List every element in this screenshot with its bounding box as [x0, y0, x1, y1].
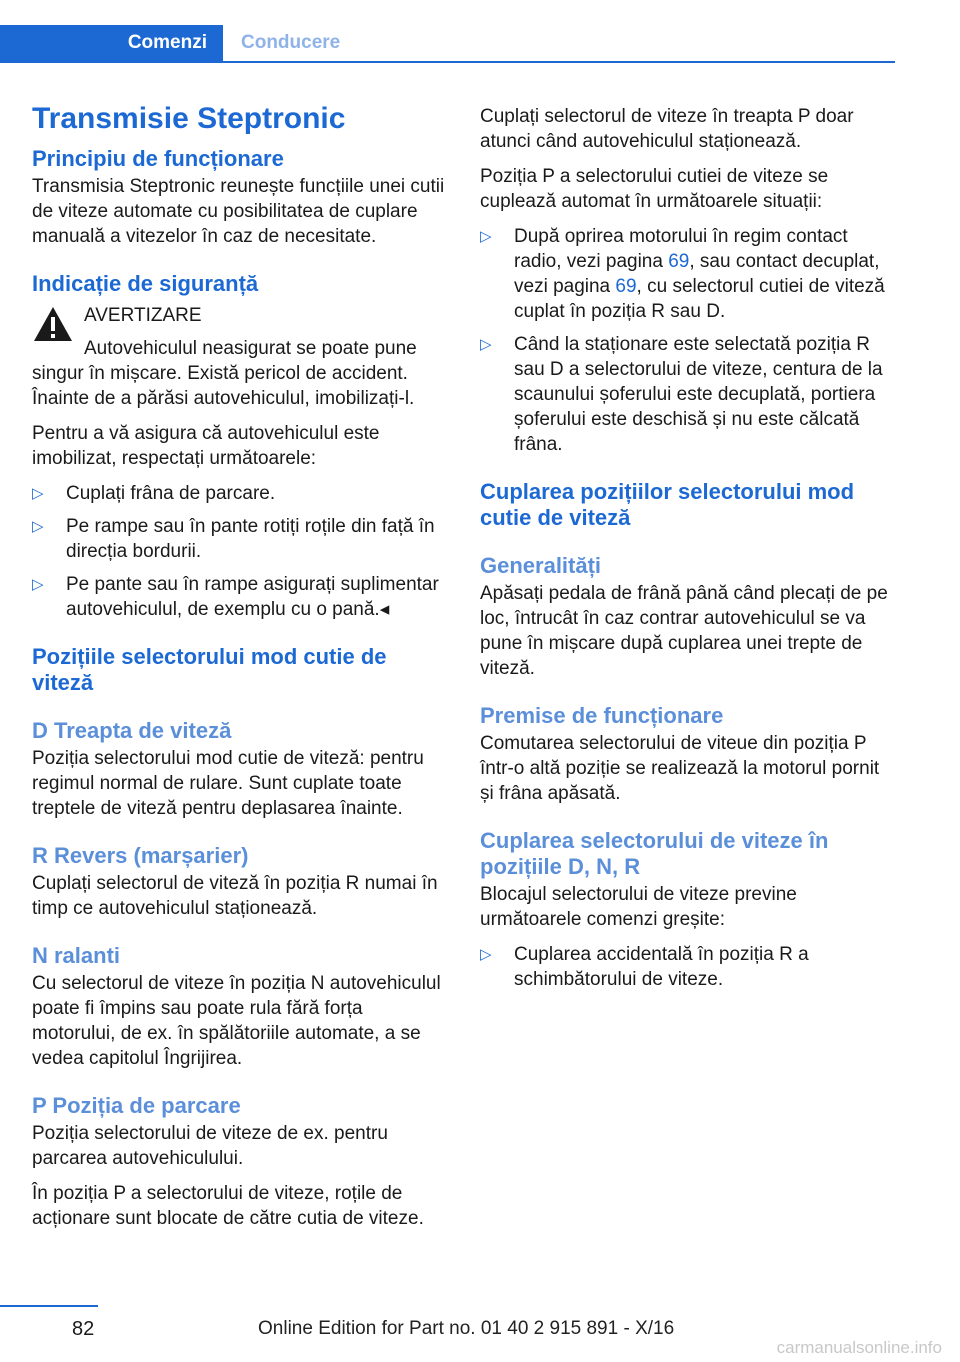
bullet-text-b: , sau contact decuplat, vezi pagina	[514, 251, 880, 297]
list-item: ▷ Pe pante sau în rampe asigurați suplimentar autovehiculul, de exemplu cu o pană.◂	[32, 572, 448, 622]
heading-premise: Premise de funcționare	[480, 703, 724, 728]
edition-note: Online Edition for Part no. 01 40 2 915 891 - X/16	[258, 1318, 675, 1339]
warning-box	[32, 303, 448, 411]
heading-n: N ralanti	[32, 943, 121, 968]
header-tabbar	[0, 25, 895, 63]
page-link[interactable]: 69	[668, 251, 690, 272]
safety-list	[32, 481, 448, 622]
heading-cuplarea-selectorului: Cuplarea selectorului de viteze în pozițiile D, N, R	[480, 828, 829, 879]
heading-pozitiile: Pozițiile selectorului mod cutie de viteză	[32, 644, 387, 695]
tab-conducere[interactable]: Conducere	[241, 32, 341, 53]
text-n: Cu selectorul de viteze în poziția N autovehiculul poate fi împins sau poate rula fără forța motorului, de ex. în spălătoriile automate, a se vedea capitolul Îngrijirea.	[32, 973, 441, 1069]
heading-siguranta: Indicație de siguranță	[32, 271, 259, 296]
footer-rule	[0, 1305, 98, 1307]
text-right-p1: Cuplați selectorul de viteze în treapta P doar atunci când autovehiculul staționează.	[480, 106, 854, 152]
tab-comenzi-label: Comenzi	[127, 32, 207, 53]
text-p1: Poziția selectorului de viteze de ex. pentru parcarea autovehiculului.	[32, 1123, 388, 1169]
heading-d: D Treapta de viteză	[32, 718, 232, 743]
right-column	[480, 104, 896, 1000]
page-title: Transmisie Steptronic	[32, 102, 346, 135]
heading-p: P Poziția de parcare	[32, 1093, 241, 1118]
blocaj-list	[480, 942, 896, 992]
list-item: ▷ Cuplați frâna de parcare.	[32, 481, 448, 506]
warning-text-b: singur în mișcare. Există pericol de accident. Înainte de a părăsi autovehiculul, imobilizați-l.	[32, 363, 415, 409]
list-item: ▷ Când la staționare este selectată poziția R sau D a selectorului de viteze, centura de la scaunului șoferului este decuplată, portiera șoferului este deschisă și nu este călcată frâna.	[480, 332, 896, 457]
text-r: Cuplați selectorul de viteză în poziția R numai în timp ce autovehiculul staționează.	[32, 873, 438, 919]
bullet-text-c: , cu selectorul cutiei de viteză cuplat în poziția R sau D.	[514, 276, 885, 322]
watermark: carmanualsonline.info	[776, 1338, 942, 1357]
tab-comenzi[interactable]	[0, 25, 223, 61]
page-number: 82	[72, 1318, 95, 1340]
text-p2: În poziția P a selectorului de viteze, roțile de acționare sunt blocate de către cutia de viteze.	[32, 1183, 424, 1229]
heading-cuplarea-pozitiilor: Cuplarea pozițiilor selectorului mod cutie de viteză	[480, 479, 855, 530]
bullet-text-a: După oprirea motorului în regim contact radio, vezi pagina	[514, 226, 848, 272]
warning-triangle-icon	[32, 305, 74, 343]
text-premise: Comutarea selectorului de viteue din poziția P într-o altă poziție se realizează la motorul pornit și frâna apăsată.	[480, 733, 880, 804]
page-link[interactable]: 69	[615, 276, 637, 297]
heading-principiu: Principiu de funcționare	[32, 146, 284, 171]
warning-title: AVERTIZARE	[84, 305, 202, 326]
warning-text-a: Autovehiculul neasigurat se poate pune	[84, 338, 417, 359]
list-item: ▷ Pe rampe sau în pante rotiți roțile din față în direcția bordurii.	[32, 514, 448, 564]
text-cuplarea: Blocajul selectorului de viteze previne următoarele comenzi greșite:	[480, 884, 797, 930]
list-item	[480, 224, 896, 324]
text-right-p2: Poziția P a selectorului cutiei de viteze se cuplează automat în următoarele situații:	[480, 166, 829, 212]
text-d: Poziția selectorului mod cutie de viteză: pentru regimul normal de rulare. Sunt cuplate toate treptele de viteză pentru deplasarea înainte.	[32, 748, 424, 819]
auto-p-list	[480, 224, 896, 457]
text-generalitati: Apăsați pedala de frână până când plecați de pe loc, întrucât în caz contrar autovehiculul se va pune în mișcare după cuplarea unei trepte de viteză.	[480, 583, 888, 679]
heading-r: R Revers (marșarier)	[32, 843, 249, 868]
list-item: ▷ Cuplarea accidentală în poziția R a schimbătorului de viteze.	[480, 942, 896, 992]
left-column	[32, 100, 448, 1241]
text-principiu: Transmisia Steptronic reunește funcțiile unei cutii de viteze automate cu posibilitatea de cuplare manuală a vitezelor în caz de necesitate.	[32, 176, 445, 247]
heading-generalitati: Generalități	[480, 553, 602, 578]
text-imobilizat: Pentru a vă asigura că autovehiculul este imobilizat, respectați următoarele:	[32, 423, 380, 469]
